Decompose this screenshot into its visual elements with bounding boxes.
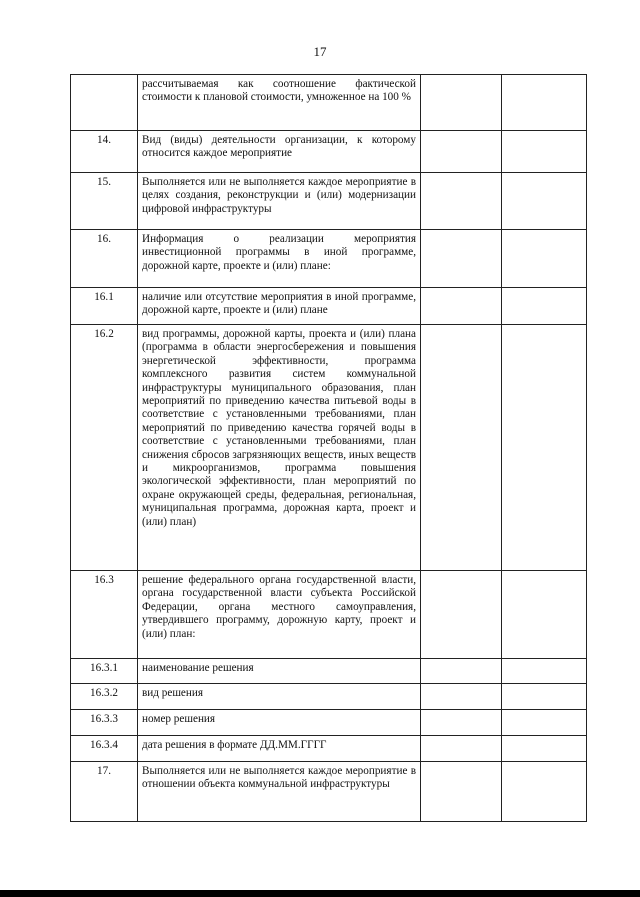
table-row [71, 230, 587, 288]
value-cell [421, 75, 502, 131]
table-row [71, 762, 587, 822]
row-description: вид решения [138, 684, 421, 710]
value-cell [421, 230, 502, 288]
value-cell [421, 710, 502, 736]
page-number: 17 [313, 44, 327, 59]
table-row [71, 659, 587, 684]
row-number: 16.3.2 [71, 684, 138, 710]
value-cell [421, 736, 502, 762]
row-number: 16.3 [71, 571, 138, 659]
row-number: 14. [71, 131, 138, 173]
table-row [71, 325, 587, 571]
table-row [71, 288, 587, 325]
row-description: Выполняется или не выполняется каждое мероприятие в отношении объекта коммунальной инфраструктуры [138, 762, 421, 822]
table-row [71, 131, 587, 173]
row-description: решение федерального органа государственной власти, органа государственной власти субъекта Российской Федерации, органа местного самоуправления, утвердившего программу, дорожную карту, проект и (или) план: [138, 571, 421, 659]
row-description: наименование решения [138, 659, 421, 684]
value-cell [502, 288, 587, 325]
row-description: Вид (виды) деятельности организации, к которому относится каждое мероприятие [138, 131, 421, 173]
row-number: 16.3.4 [71, 736, 138, 762]
table-row [71, 736, 587, 762]
value-cell [421, 325, 502, 571]
value-cell [502, 131, 587, 173]
table-row [71, 173, 587, 230]
value-cell [421, 684, 502, 710]
value-cell [421, 762, 502, 822]
value-cell [421, 659, 502, 684]
value-cell [421, 131, 502, 173]
value-cell [502, 710, 587, 736]
scan-edge-bar [0, 890, 640, 897]
value-cell [502, 762, 587, 822]
value-cell [502, 659, 587, 684]
row-number: 15. [71, 173, 138, 230]
value-cell [502, 230, 587, 288]
table-row [71, 75, 587, 131]
row-number: 16.1 [71, 288, 138, 325]
row-description: вид программы, дорожной карты, проекта и (или) плана (программа в области энергосбережения и повышения энергетической эффективности, программа комплексного развития систем коммунальной инфраструктуры муниципального образования, план мероприятий по приведению качества питьевой воды в соответствие с установленными требованиями, план мероприятий по приведению качества горячей воды в соответствие с установленными требованиями, план снижения сбросов загрязняющих веществ, иных веществ и микроорганизмов, программа повышения экологической эффективности, план мероприятий по охране окружающей среды, федеральная, региональная, муниципальная программа, дорожная карта, проект и (или) план) [138, 325, 421, 571]
table-row [71, 710, 587, 736]
value-cell [502, 173, 587, 230]
indicators-table [70, 74, 587, 822]
row-number: 16. [71, 230, 138, 288]
row-number: 16.3.3 [71, 710, 138, 736]
value-cell [421, 173, 502, 230]
row-number [71, 75, 138, 131]
row-number: 17. [71, 762, 138, 822]
row-description: рассчитываемая как соотношение фактической стоимости к плановой стоимости, умноженное на 100 % [138, 75, 421, 131]
value-cell [421, 571, 502, 659]
row-number: 16.3.1 [71, 659, 138, 684]
row-description: номер решения [138, 710, 421, 736]
value-cell [502, 571, 587, 659]
row-number: 16.2 [71, 325, 138, 571]
table-row [71, 571, 587, 659]
value-cell [502, 684, 587, 710]
row-description: Выполняется или не выполняется каждое мероприятие в целях создания, реконструкции и (или) модернизации цифровой инфраструктуры [138, 173, 421, 230]
table-row [71, 684, 587, 710]
row-description: Информация о реализации мероприятия инвестиционной программы в иной программе, дорожной карте, проекте и (или) плане: [138, 230, 421, 288]
value-cell [502, 325, 587, 571]
value-cell [421, 288, 502, 325]
row-description: дата решения в формате ДД.ММ.ГГГГ [138, 736, 421, 762]
value-cell [502, 75, 587, 131]
value-cell [502, 736, 587, 762]
row-description: наличие или отсутствие мероприятия в иной программе, дорожной карте, проекте и (или) плане [138, 288, 421, 325]
